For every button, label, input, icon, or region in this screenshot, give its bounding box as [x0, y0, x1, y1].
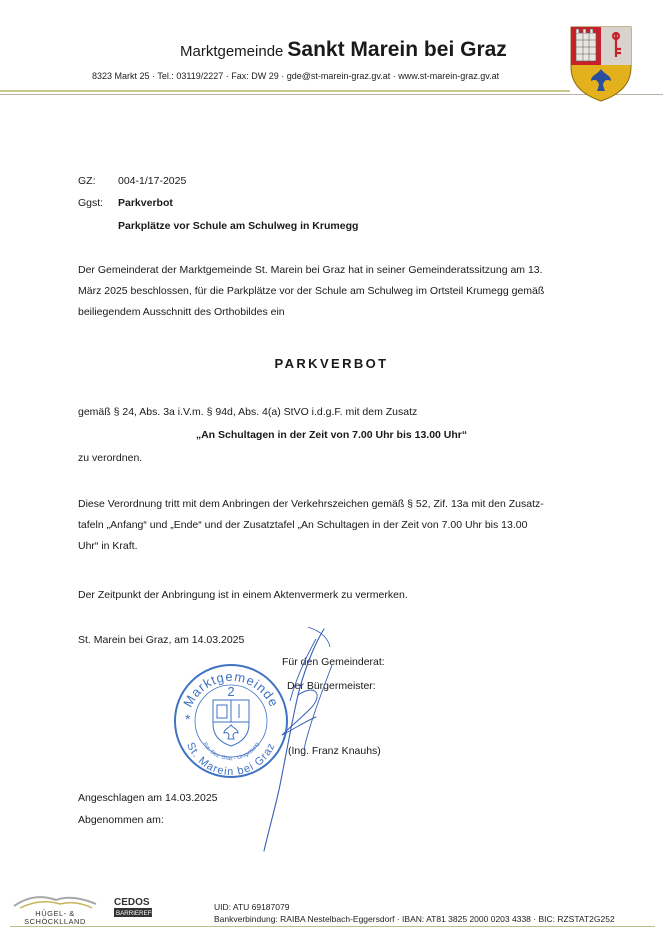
stamp-text-inner: Pol. Bez. Graz - Umgebung: [201, 741, 261, 763]
intro-paragraph: [78, 260, 598, 323]
cedos-logo: [112, 893, 190, 923]
posted-date: Angeschlagen am 14.03.2025: [78, 792, 218, 804]
note-text: Der Zeitpunkt der Anbringung ist in einem Aktenvermerk zu vermerken.: [78, 589, 408, 601]
uid-number: UID: ATU 69187079: [214, 902, 290, 912]
effect-line: tafeln „Anfang“ und „Ende“ und der Zusatztafel „An Schultagen in der Zeit von 7.00 Uhr bis 13.00: [78, 519, 528, 531]
place-date: St. Marein bei Graz, am 14.03.2025: [78, 634, 245, 646]
mayor-name: (Ing. Franz Knauhs): [288, 745, 381, 757]
intro-line: März 2025 beschlossen, für die Parkplätze vor der Schule am Schulweg im Ortsteil Krumegg gemäß: [78, 285, 545, 297]
intro-line: Der Gemeinderat der Marktgemeinde St. Marein bei Graz hat in seiner Gemeinderatssitzung am 13.: [78, 264, 543, 276]
logo2-line1: CEDOS: [114, 897, 150, 908]
header-divider-thin: [0, 94, 663, 95]
contact-line: 8323 Markt 25 · Tel.: 03119/2227 · Fax: DW 29 · gde@st-marein-graz.gv.at · www.st-marein-graz.gv.at: [92, 71, 500, 81]
header-divider: [0, 90, 570, 92]
ordain-text: zu verordnen.: [78, 452, 143, 464]
letterhead-title: [180, 38, 550, 62]
municipality-name: Sankt Marein bei Graz: [287, 38, 507, 61]
subject-detail: Parkplätze vor Schule am Schulweg in Krumegg: [118, 220, 359, 232]
coat-of-arms-icon: [569, 25, 633, 103]
effect-paragraph: [78, 494, 598, 557]
huegel-schoecklland-logo: [10, 890, 100, 926]
handwritten-signature: [220, 625, 350, 855]
mayor-title: Der Bürgermeister:: [287, 680, 376, 692]
gz-label: GZ:: [78, 175, 96, 187]
footer-divider: [10, 926, 655, 927]
municipality-prefix: Marktgemeinde: [180, 43, 284, 60]
stamp-text-bottom: St. Marein bei Graz: [184, 740, 278, 779]
effect-line: Uhr“ in Kraft.: [78, 540, 138, 552]
subject-title: Parkverbot: [118, 197, 173, 209]
footer-text: [214, 901, 615, 925]
stamp-number: 2: [227, 684, 235, 699]
time-restriction: „An Schultagen in der Zeit von 7.00 Uhr bis 13.00 Uhr“: [195, 429, 468, 441]
logo2-line2: BARRIEREFREIHEIT: [116, 910, 176, 917]
stamp-star-icon: *: [185, 711, 191, 727]
logo1-line2: SCHÖCKLLAND: [24, 917, 86, 926]
intro-line: beiliegendem Ausschnitt des Orthobildes ein: [78, 306, 285, 318]
subject-label: Ggst:: [78, 197, 104, 209]
ordinance-heading: PARKVERBOT: [274, 356, 389, 371]
bank-details: Bankverbindung: RAIBA Nestelbach-Eggersdorf · IBAN: AT81 3825 2000 0203 4338 · BIC: RZSTAT2G252: [214, 914, 615, 924]
stamp-text-top: Marktgemeinde: [180, 668, 282, 710]
gz-value: 004-1/17-2025: [118, 175, 187, 187]
removed-date: Abgenommen am:: [78, 814, 164, 826]
effect-line: Diese Verordnung tritt mit dem Anbringen der Verkehrszeichen gemäß § 52, Zif. 13a mit den Zusatz-: [78, 498, 544, 510]
logo1-line1: HÜGEL- &: [35, 909, 75, 918]
legal-basis: gemäß § 24, Abs. 3a i.V.m. § 94d, Abs. 4(a) StVO i.d.g.F. mit dem Zusatz: [78, 406, 418, 418]
for-council: Für den Gemeinderat:: [282, 656, 385, 668]
